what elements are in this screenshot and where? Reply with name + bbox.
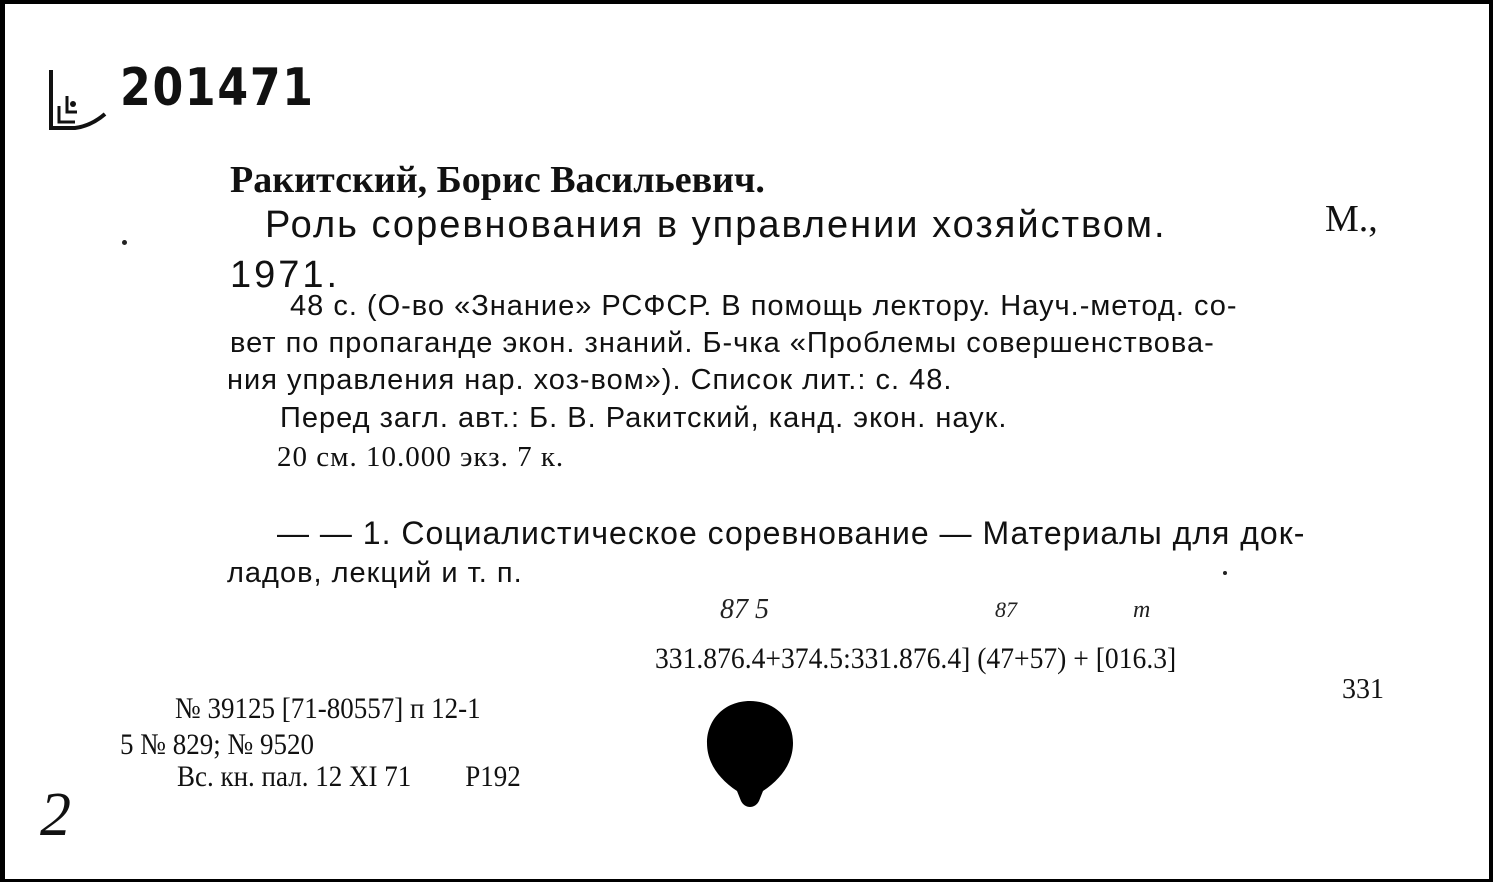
library-stamp-mark bbox=[45, 66, 117, 132]
registration-line bbox=[177, 762, 521, 792]
ink-speck bbox=[1223, 571, 1227, 575]
card-punch-hole bbox=[703, 697, 797, 812]
author-heading: Ракитский, Борис Васильевич. bbox=[230, 159, 765, 201]
registration-line: 5 № 829; № 9520 bbox=[120, 728, 315, 761]
inventory-number: 201471 bbox=[120, 58, 315, 118]
description-line: 48 с. (О-во «Знание» РСФСР. В помощь лектору. Науч.-метод. со- bbox=[290, 290, 1238, 322]
subject-heading-line: — — 1. Социалистическое соревнование — Материалы для док- bbox=[277, 515, 1306, 551]
registration-line: № 39125 [71-80557] п 12-1 bbox=[175, 692, 481, 725]
subject-heading-line: ладов, лекций и т. п. bbox=[227, 557, 523, 589]
publication-place: М., bbox=[1325, 198, 1378, 240]
handwritten-note: т bbox=[1133, 597, 1151, 623]
book-title: Роль соревнования в управлении хозяйством. bbox=[265, 204, 1167, 246]
chamber-date: Вс. кн. пал. 12 XI 71 bbox=[177, 760, 412, 793]
ink-speck bbox=[122, 240, 127, 245]
description-line: ния управления нар. хоз-вом»). Список лит.: с. 48. bbox=[227, 364, 953, 396]
classification-index-continuation: 331 bbox=[1342, 674, 1384, 705]
physical-description: 20 см. 10.000 экз. 7 к. bbox=[277, 441, 565, 473]
classification-index: 331.876.4+374.5:331.876.4] (47+57) + [016.3] bbox=[655, 642, 1177, 675]
print-code: Р192 bbox=[465, 760, 521, 793]
handwritten-note: 87 bbox=[995, 597, 1017, 622]
corner-mark: 2 bbox=[40, 781, 71, 849]
description-line: Перед загл. авт.: Б. В. Ракитский, канд. экон. наук. bbox=[280, 402, 1008, 434]
description-line: вет по пропаганде экон. знаний. Б-чка «Проблемы совершенствова- bbox=[230, 327, 1215, 359]
handwritten-note: 87 5 bbox=[720, 594, 769, 625]
publication-year: 1971. bbox=[230, 254, 341, 296]
